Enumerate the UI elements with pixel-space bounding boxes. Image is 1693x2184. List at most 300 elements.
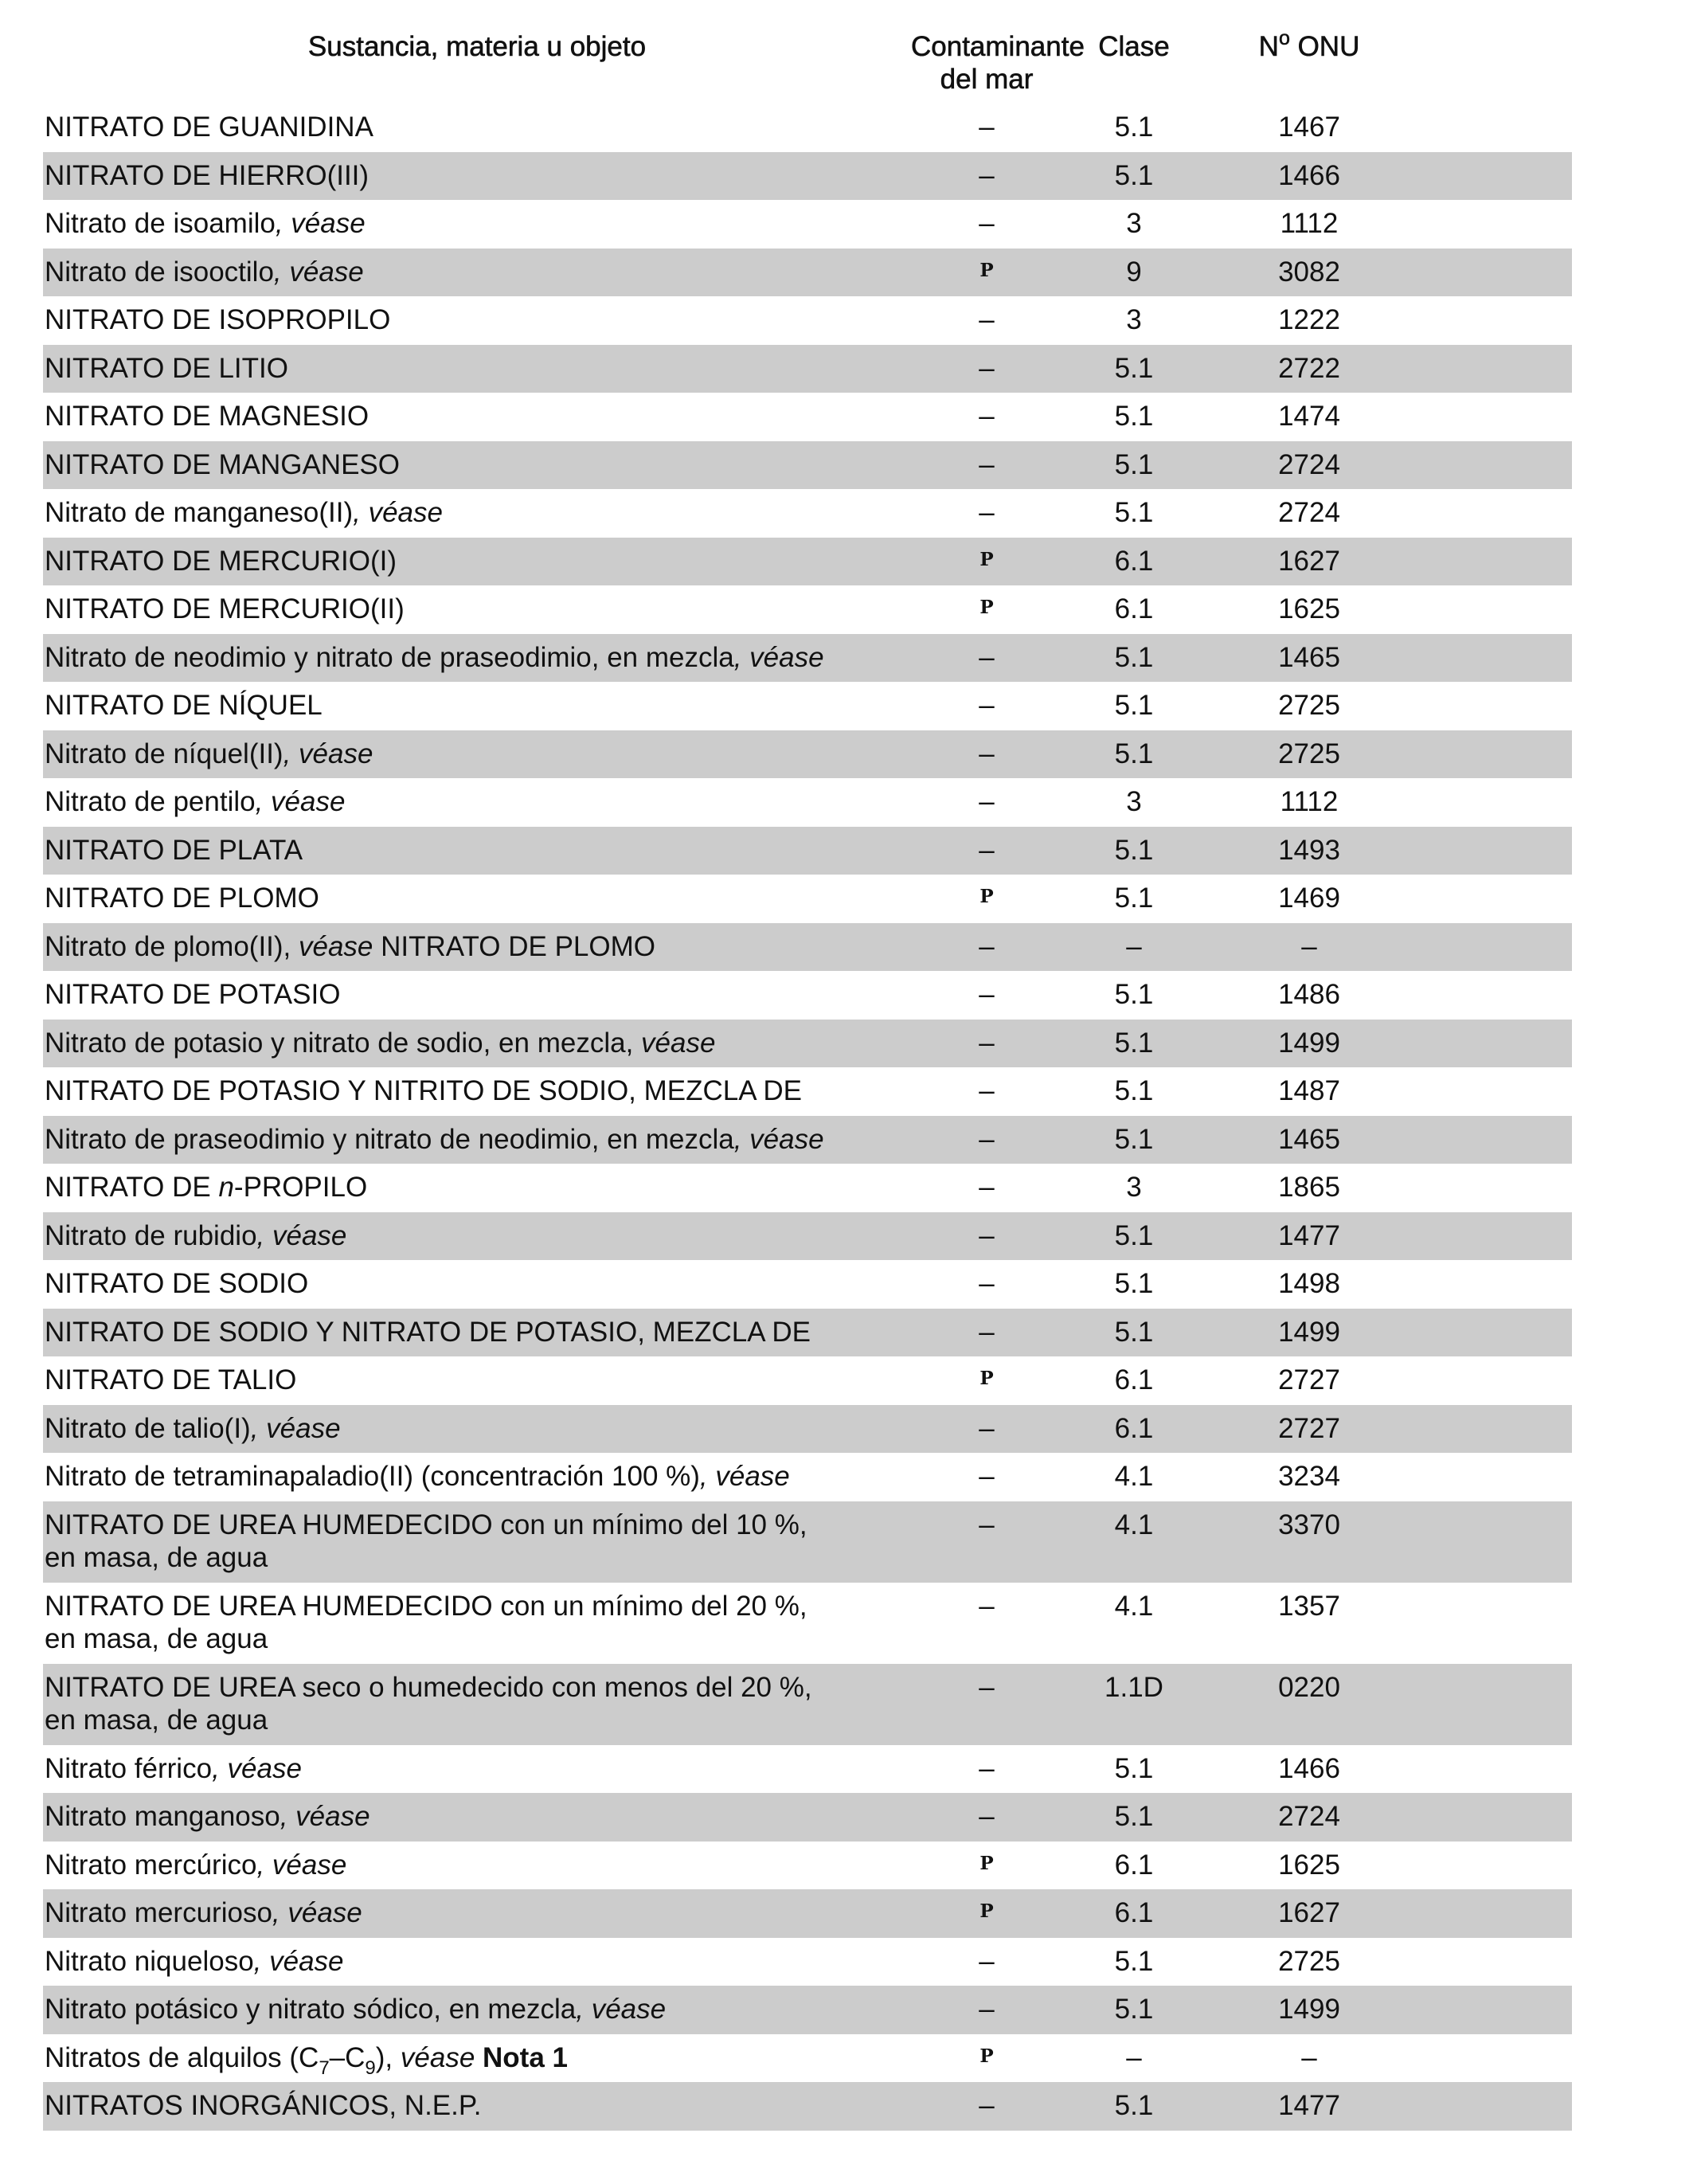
class-cell: 5.1 bbox=[1114, 1219, 1154, 1251]
table-row bbox=[43, 296, 1572, 345]
class-cell: 6.1 bbox=[1114, 1412, 1154, 1444]
un-number-cell: 1112 bbox=[1280, 208, 1339, 239]
substance-cell bbox=[43, 1405, 911, 1445]
class-cell: 5.1 bbox=[1114, 1123, 1154, 1155]
marine-pollutant-dash: – bbox=[979, 1590, 995, 1622]
substance-name: Nitrato de potasio y nitrato de sodio, en mezcla, bbox=[45, 1027, 642, 1059]
class-cell: 4.1 bbox=[1114, 1590, 1154, 1622]
marine-pollutant-cell bbox=[911, 875, 1062, 918]
marine-pollutant-cell bbox=[911, 393, 1062, 432]
table-row bbox=[43, 2082, 1572, 2131]
substance-name: Nitrato potásico y nitrato sódico, en mezcla bbox=[45, 1994, 577, 2025]
class-cell: 5.1 bbox=[1114, 1316, 1154, 1348]
substance-name: NITRATO DE PLATA bbox=[45, 834, 303, 866]
subscript: 7 bbox=[319, 2057, 330, 2079]
substance-cell bbox=[43, 1745, 911, 1785]
substance-cell bbox=[43, 1842, 911, 1881]
marine-pollutant-cell bbox=[911, 1309, 1062, 1348]
marine-pollutant-mark: P bbox=[979, 1368, 994, 1389]
un-number-cell: 1466 bbox=[1278, 1752, 1340, 1784]
un-number-cell: 2725 bbox=[1278, 738, 1340, 769]
class-cell: 3 bbox=[1126, 786, 1142, 817]
substance-cell bbox=[43, 875, 911, 914]
marine-pollutant-cell bbox=[911, 1020, 1062, 1059]
marine-pollutant-dash: – bbox=[979, 1945, 995, 1977]
header-substance: Sustancia, materia u objeto bbox=[307, 31, 647, 62]
substance-cell bbox=[43, 1889, 911, 1929]
note-reference: Nota 1 bbox=[483, 2041, 568, 2073]
table-row bbox=[43, 1453, 1572, 1501]
marine-pollutant-cell bbox=[911, 2082, 1062, 2122]
un-number-cell: 1465 bbox=[1278, 1123, 1340, 1155]
substance-cell bbox=[43, 441, 911, 481]
marine-pollutant-dash: – bbox=[979, 690, 995, 721]
substance-cell bbox=[43, 1793, 911, 1833]
substance-cell bbox=[43, 345, 911, 385]
un-number-cell: 2722 bbox=[1278, 352, 1340, 384]
class-cell: – bbox=[1126, 930, 1142, 962]
un-number-cell: 2725 bbox=[1278, 1945, 1340, 1977]
header-class: Clase bbox=[1098, 31, 1170, 62]
see-reference: , véase bbox=[255, 786, 346, 817]
marine-pollutant-cell bbox=[911, 634, 1062, 674]
table-row bbox=[43, 923, 1572, 972]
marine-pollutant-dash: – bbox=[979, 930, 995, 962]
class-cell: 5.1 bbox=[1114, 1752, 1154, 1784]
substance-cell bbox=[43, 1938, 911, 1978]
class-cell: 5.1 bbox=[1114, 448, 1154, 480]
marine-pollutant-mark: P bbox=[979, 548, 994, 570]
un-number-cell: 1498 bbox=[1278, 1268, 1340, 1299]
see-reference: , véase bbox=[699, 1461, 790, 1492]
class-cell: 5.1 bbox=[1114, 883, 1154, 914]
substance-name: NITRATO DE HIERRO(III) bbox=[45, 159, 369, 191]
marine-pollutant-cell bbox=[911, 538, 1062, 581]
un-number-cell: 2724 bbox=[1278, 448, 1340, 480]
un-number-cell: 1487 bbox=[1278, 1075, 1340, 1106]
marine-pollutant-cell bbox=[911, 489, 1062, 529]
marine-pollutant-cell bbox=[911, 200, 1062, 240]
substance-cell bbox=[43, 682, 911, 722]
class-cell: 4.1 bbox=[1114, 1461, 1154, 1492]
see-reference: , véase bbox=[253, 1945, 344, 1977]
marine-pollutant-dash: – bbox=[979, 1412, 995, 1444]
substance-name: Nitrato de plomo(II), bbox=[45, 930, 299, 962]
class-cell: 6.1 bbox=[1114, 593, 1154, 624]
table-row bbox=[43, 778, 1572, 827]
substance-cell bbox=[43, 1501, 911, 1574]
substance-cell bbox=[43, 923, 911, 963]
un-number-cell: 1467 bbox=[1278, 112, 1340, 143]
table-row bbox=[43, 1793, 1572, 1842]
un-number-cell: 1625 bbox=[1278, 593, 1340, 624]
header-marine-pollutant-line2: del mar bbox=[940, 64, 1034, 95]
marine-pollutant-cell bbox=[911, 345, 1062, 385]
marine-pollutant-cell bbox=[911, 1986, 1062, 2025]
see-reference: véase bbox=[400, 2041, 475, 2073]
class-cell: – bbox=[1126, 2041, 1142, 2073]
substance-name: Nitrato de níquel(II) bbox=[45, 738, 283, 769]
see-reference: , véase bbox=[212, 1752, 302, 1784]
class-cell: 5.1 bbox=[1114, 834, 1154, 866]
marine-pollutant-dash: – bbox=[979, 1752, 995, 1784]
see-reference: , véase bbox=[250, 1412, 341, 1444]
substance-cell bbox=[43, 2082, 911, 2122]
substance-cell bbox=[43, 1453, 911, 1493]
see-reference: , véase bbox=[733, 641, 824, 673]
marine-pollutant-cell bbox=[911, 441, 1062, 481]
table-row bbox=[43, 827, 1572, 875]
substance-name: NITRATO DE SODIO Y NITRATO DE POTASIO, MEZCLA DE bbox=[45, 1316, 811, 1348]
marine-pollutant-cell bbox=[911, 1260, 1062, 1300]
marine-pollutant-dash: – bbox=[979, 208, 995, 239]
un-number-cell: 1627 bbox=[1278, 545, 1340, 577]
header-un-suffix: ONU bbox=[1289, 31, 1360, 62]
see-reference: , véase bbox=[353, 497, 443, 528]
class-cell: 5.1 bbox=[1114, 1945, 1154, 1977]
header-un-number bbox=[1206, 27, 1413, 104]
class-cell: 9 bbox=[1126, 256, 1142, 288]
substance-cell bbox=[43, 104, 911, 143]
marine-pollutant-cell bbox=[911, 1067, 1062, 1107]
substance-cell bbox=[43, 152, 911, 192]
class-cell: 5.1 bbox=[1114, 2090, 1154, 2121]
table-row bbox=[43, 1260, 1572, 1309]
table-row bbox=[43, 1067, 1572, 1116]
marine-pollutant-cell bbox=[911, 1405, 1062, 1445]
marine-pollutant-cell bbox=[911, 2034, 1062, 2077]
table-row bbox=[43, 634, 1572, 683]
substance-name-part: ), bbox=[375, 2041, 401, 2073]
substance-cell bbox=[43, 1356, 911, 1396]
substance-name-tail: NITRATO DE PLOMO bbox=[373, 930, 655, 962]
class-cell: 3 bbox=[1126, 208, 1142, 239]
class-cell: 1.1D bbox=[1105, 1671, 1163, 1703]
un-number-cell: 1486 bbox=[1278, 979, 1340, 1010]
un-number-cell: 1112 bbox=[1280, 786, 1339, 817]
table-row bbox=[43, 1986, 1572, 2034]
un-number-cell: 1499 bbox=[1278, 1027, 1340, 1059]
substance-name: NITRATO DE UREA seco o humedecido con menos del 20 %, en masa, de agua bbox=[45, 1671, 812, 1736]
substance-cell bbox=[43, 1067, 911, 1107]
class-cell: 5.1 bbox=[1114, 979, 1154, 1010]
substance-cell bbox=[43, 2034, 911, 2077]
substance-name: Nitrato de isoamilo bbox=[45, 208, 276, 239]
substance-cell bbox=[43, 827, 911, 867]
substance-name: NITRATO DE ISOPROPILO bbox=[45, 304, 391, 335]
table-row bbox=[43, 1356, 1572, 1405]
class-cell: 5.1 bbox=[1114, 352, 1154, 384]
header-marine-pollutant-line1: Contaminante bbox=[911, 31, 1085, 62]
table-row bbox=[43, 200, 1572, 249]
substance-cell bbox=[43, 249, 911, 288]
class-cell: 3 bbox=[1126, 304, 1142, 335]
see-reference: , véase bbox=[275, 208, 366, 239]
marine-pollutant-dash: – bbox=[979, 1801, 995, 1832]
marine-pollutant-cell bbox=[911, 682, 1062, 722]
table-row bbox=[43, 441, 1572, 490]
un-number-cell: 3082 bbox=[1278, 256, 1340, 288]
marine-pollutant-cell bbox=[911, 827, 1062, 867]
see-reference: , véase bbox=[733, 1123, 824, 1155]
substance-name: Nitrato de pentilo bbox=[45, 786, 256, 817]
substance-cell bbox=[43, 538, 911, 577]
un-number-cell: 1477 bbox=[1278, 1219, 1340, 1251]
un-number-cell: 1222 bbox=[1278, 304, 1340, 335]
substance-name: NITRATO DE MAGNESIO bbox=[45, 401, 369, 432]
marine-pollutant-dash: – bbox=[979, 1461, 995, 1492]
class-cell: 5.1 bbox=[1114, 1027, 1154, 1059]
table-row bbox=[43, 1164, 1572, 1212]
un-number-cell: 1474 bbox=[1278, 401, 1340, 432]
class-cell: 4.1 bbox=[1114, 1509, 1154, 1540]
marine-pollutant-cell bbox=[911, 249, 1062, 292]
marine-pollutant-mark: P bbox=[979, 597, 994, 618]
see-reference: véase bbox=[299, 930, 373, 962]
marine-pollutant-mark: P bbox=[979, 1852, 994, 1874]
table-row bbox=[43, 1405, 1572, 1454]
substance-cell bbox=[43, 1309, 911, 1348]
marine-pollutant-dash: – bbox=[979, 159, 995, 191]
substance-cell bbox=[43, 1116, 911, 1156]
substance-cell bbox=[43, 971, 911, 1011]
un-number-cell: – bbox=[1301, 930, 1317, 962]
class-cell: 6.1 bbox=[1114, 545, 1154, 577]
marine-pollutant-cell bbox=[911, 971, 1062, 1011]
marine-pollutant-dash: – bbox=[979, 304, 995, 335]
substance-name: Nitrato de praseodimio y nitrato de neodimio, en mezcla bbox=[45, 1123, 734, 1155]
substance-name: NITRATO DE POTASIO Y NITRITO DE SODIO, MEZCLA DE bbox=[45, 1075, 802, 1106]
marine-pollutant-mark: P bbox=[979, 2045, 994, 2067]
marine-pollutant-dash: – bbox=[979, 352, 995, 384]
table-row bbox=[43, 682, 1572, 730]
marine-pollutant-cell bbox=[911, 1842, 1062, 1885]
substance-cell bbox=[43, 1164, 911, 1204]
substance-cell bbox=[43, 585, 911, 625]
un-number-cell: 1865 bbox=[1278, 1172, 1340, 1203]
substance-name: Nitrato mercúrico bbox=[45, 1849, 257, 1881]
class-cell: 3 bbox=[1126, 1172, 1142, 1203]
substance-name: NITRATO DE SODIO bbox=[45, 1268, 309, 1299]
un-number-cell: 1466 bbox=[1278, 159, 1340, 191]
substance-name: Nitrato de rubidio bbox=[45, 1219, 257, 1251]
marine-pollutant-dash: – bbox=[979, 1671, 995, 1703]
un-number-cell: 1625 bbox=[1278, 1849, 1340, 1881]
substance-name: NITRATO DE UREA HUMEDECIDO con un mínimo del 10 %, en masa, de agua bbox=[45, 1509, 807, 1573]
see-reference: , véase bbox=[280, 1801, 370, 1832]
class-cell: 5.1 bbox=[1114, 112, 1154, 143]
un-number-cell: 1493 bbox=[1278, 834, 1340, 866]
substance-cell bbox=[43, 1986, 911, 2025]
table-row bbox=[43, 730, 1572, 779]
un-number-cell: 3234 bbox=[1278, 1461, 1340, 1492]
substance-cell bbox=[43, 730, 911, 770]
table-row bbox=[43, 1583, 1572, 1664]
class-cell: 5.1 bbox=[1114, 738, 1154, 769]
un-number-cell: – bbox=[1301, 2041, 1317, 2073]
un-number-cell: 1499 bbox=[1278, 1994, 1340, 2025]
substance-name: NITRATO DE GUANIDINA bbox=[45, 112, 373, 143]
marine-pollutant-dash: – bbox=[979, 786, 995, 817]
table-row bbox=[43, 585, 1572, 634]
marine-pollutant-dash: – bbox=[979, 2090, 995, 2121]
substance-name: Nitrato manganoso bbox=[45, 1801, 280, 1832]
class-cell: 5.1 bbox=[1114, 690, 1154, 721]
table-row bbox=[43, 1664, 1572, 1745]
see-reference: véase bbox=[641, 1027, 716, 1059]
substance-name: NITRATO DE bbox=[45, 1172, 219, 1203]
marine-pollutant-cell bbox=[911, 778, 1062, 818]
un-number-cell: 3370 bbox=[1278, 1509, 1340, 1540]
substance-name: Nitrato de isooctilo bbox=[45, 256, 274, 288]
class-cell: 5.1 bbox=[1114, 159, 1154, 191]
un-number-cell: 2727 bbox=[1278, 1412, 1340, 1444]
marine-pollutant-cell bbox=[911, 1212, 1062, 1252]
header-un-prefix: N bbox=[1258, 31, 1279, 62]
un-number-cell: 2724 bbox=[1278, 1801, 1340, 1832]
see-reference: , véase bbox=[576, 1994, 667, 2025]
table-row bbox=[43, 1020, 1572, 1068]
marine-pollutant-cell bbox=[911, 1793, 1062, 1833]
header-un-super: o bbox=[1278, 27, 1290, 49]
substance-cell bbox=[43, 1212, 911, 1252]
table-row bbox=[43, 1842, 1572, 1890]
header-marine-pollutant bbox=[911, 30, 1085, 104]
table-row bbox=[43, 104, 1572, 152]
substance-cell bbox=[43, 296, 911, 336]
marine-pollutant-dash: – bbox=[979, 1219, 995, 1251]
un-number-cell: 1627 bbox=[1278, 1897, 1340, 1928]
substance-name: Nitrato férrico bbox=[45, 1752, 213, 1784]
substance-name: Nitrato mercurioso bbox=[45, 1897, 272, 1928]
class-cell: 5.1 bbox=[1114, 1801, 1154, 1832]
marine-pollutant-dash: – bbox=[979, 112, 995, 143]
substance-name: NITRATO DE NÍQUEL bbox=[45, 690, 323, 721]
un-number-cell: 1357 bbox=[1278, 1590, 1340, 1622]
marine-pollutant-cell bbox=[911, 1356, 1062, 1399]
class-cell: 5.1 bbox=[1114, 641, 1154, 673]
class-cell: 5.1 bbox=[1114, 1994, 1154, 2025]
substance-cell bbox=[43, 634, 911, 674]
class-cell: 5.1 bbox=[1114, 401, 1154, 432]
marine-pollutant-cell bbox=[911, 1745, 1062, 1785]
marine-pollutant-cell bbox=[911, 1453, 1062, 1493]
un-number-cell: 0220 bbox=[1278, 1671, 1340, 1703]
substance-name: NITRATO DE MERCURIO(I) bbox=[45, 545, 397, 577]
marine-pollutant-cell bbox=[911, 296, 1062, 336]
subscript: 9 bbox=[365, 2057, 376, 2079]
class-cell: 6.1 bbox=[1114, 1897, 1154, 1928]
class-cell: 5.1 bbox=[1114, 1075, 1154, 1106]
table-row bbox=[43, 2034, 1572, 2083]
see-reference: , véase bbox=[273, 256, 364, 288]
table-row bbox=[43, 1938, 1572, 1986]
marine-pollutant-dash: – bbox=[979, 738, 995, 769]
un-number-cell: 2724 bbox=[1278, 497, 1340, 528]
marine-pollutant-dash: – bbox=[979, 979, 995, 1010]
substance-name: Nitrato de manganeso(II) bbox=[45, 497, 354, 528]
see-reference: n bbox=[218, 1172, 234, 1203]
marine-pollutant-dash: – bbox=[979, 1172, 995, 1203]
marine-pollutant-dash: – bbox=[979, 401, 995, 432]
substance-cell bbox=[43, 393, 911, 432]
marine-pollutant-dash: – bbox=[979, 1123, 995, 1155]
see-reference: , véase bbox=[272, 1897, 362, 1928]
table-row bbox=[43, 538, 1572, 586]
marine-pollutant-dash: – bbox=[979, 1075, 995, 1106]
substance-name: NITRATO DE MERCURIO(II) bbox=[45, 593, 405, 624]
marine-pollutant-mark: P bbox=[979, 259, 994, 281]
substance-name: NITRATO DE TALIO bbox=[45, 1364, 297, 1395]
table-row bbox=[43, 249, 1572, 297]
table-row bbox=[43, 489, 1572, 538]
table-row bbox=[43, 152, 1572, 201]
substance-name: Nitrato de neodimio y nitrato de praseodimio, en mezcla bbox=[45, 641, 734, 673]
table-body bbox=[43, 104, 1572, 2131]
see-reference: , véase bbox=[256, 1219, 347, 1251]
substance-cell bbox=[43, 778, 911, 818]
table-row bbox=[43, 1116, 1572, 1164]
class-cell: 5.1 bbox=[1114, 497, 1154, 528]
see-reference: , véase bbox=[283, 738, 373, 769]
substance-name: Nitrato de tetraminapaladio(II) (concentración 100 %) bbox=[45, 1461, 700, 1492]
table-row bbox=[43, 1501, 1572, 1583]
marine-pollutant-dash: – bbox=[979, 641, 995, 673]
table-row bbox=[43, 1309, 1572, 1357]
substance-name-part: –C bbox=[329, 2041, 366, 2073]
marine-pollutant-cell bbox=[911, 104, 1062, 143]
marine-pollutant-cell bbox=[911, 1583, 1062, 1622]
substance-name: Nitratos de alquilos (C bbox=[45, 2041, 319, 2073]
class-cell: 6.1 bbox=[1114, 1849, 1154, 1881]
substance-cell bbox=[43, 489, 911, 529]
substance-cell bbox=[43, 1020, 911, 1059]
substance-cell bbox=[43, 1583, 911, 1655]
marine-pollutant-dash: – bbox=[979, 1027, 995, 1059]
un-number-cell: 1499 bbox=[1278, 1316, 1340, 1348]
marine-pollutant-cell bbox=[911, 1664, 1062, 1704]
marine-pollutant-mark: P bbox=[979, 886, 994, 907]
un-number-cell: 1469 bbox=[1278, 883, 1340, 914]
marine-pollutant-dash: – bbox=[979, 448, 995, 480]
class-cell: 5.1 bbox=[1114, 1268, 1154, 1299]
table-row bbox=[43, 1745, 1572, 1794]
substance-name: NITRATO DE UREA HUMEDECIDO con un mínimo del 20 %, en masa, de agua bbox=[45, 1590, 807, 1654]
see-reference: , véase bbox=[256, 1849, 347, 1881]
un-number-cell: 2727 bbox=[1278, 1364, 1340, 1395]
marine-pollutant-dash: – bbox=[979, 1994, 995, 2025]
substance-name: Nitrato de talio(I) bbox=[45, 1412, 251, 1444]
un-number-cell: 2725 bbox=[1278, 690, 1340, 721]
table-row bbox=[43, 875, 1572, 923]
marine-pollutant-dash: – bbox=[979, 1268, 995, 1299]
marine-pollutant-dash: – bbox=[979, 834, 995, 866]
table-header bbox=[43, 27, 1572, 104]
marine-pollutant-cell bbox=[911, 1889, 1062, 1932]
marine-pollutant-cell bbox=[911, 730, 1062, 770]
substance-name: NITRATO DE MANGANESO bbox=[45, 448, 400, 480]
un-number-cell: 1477 bbox=[1278, 2090, 1340, 2121]
substance-cell bbox=[43, 1664, 911, 1736]
table-row bbox=[43, 1212, 1572, 1261]
marine-pollutant-dash: – bbox=[979, 1316, 995, 1348]
marine-pollutant-mark: P bbox=[979, 1900, 994, 1922]
marine-pollutant-dash: – bbox=[979, 1509, 995, 1540]
substance-name: NITRATO DE LITIO bbox=[45, 352, 288, 384]
table-row bbox=[43, 345, 1572, 393]
marine-pollutant-cell bbox=[911, 585, 1062, 628]
substance-name: Nitrato niqueloso bbox=[45, 1945, 254, 1977]
